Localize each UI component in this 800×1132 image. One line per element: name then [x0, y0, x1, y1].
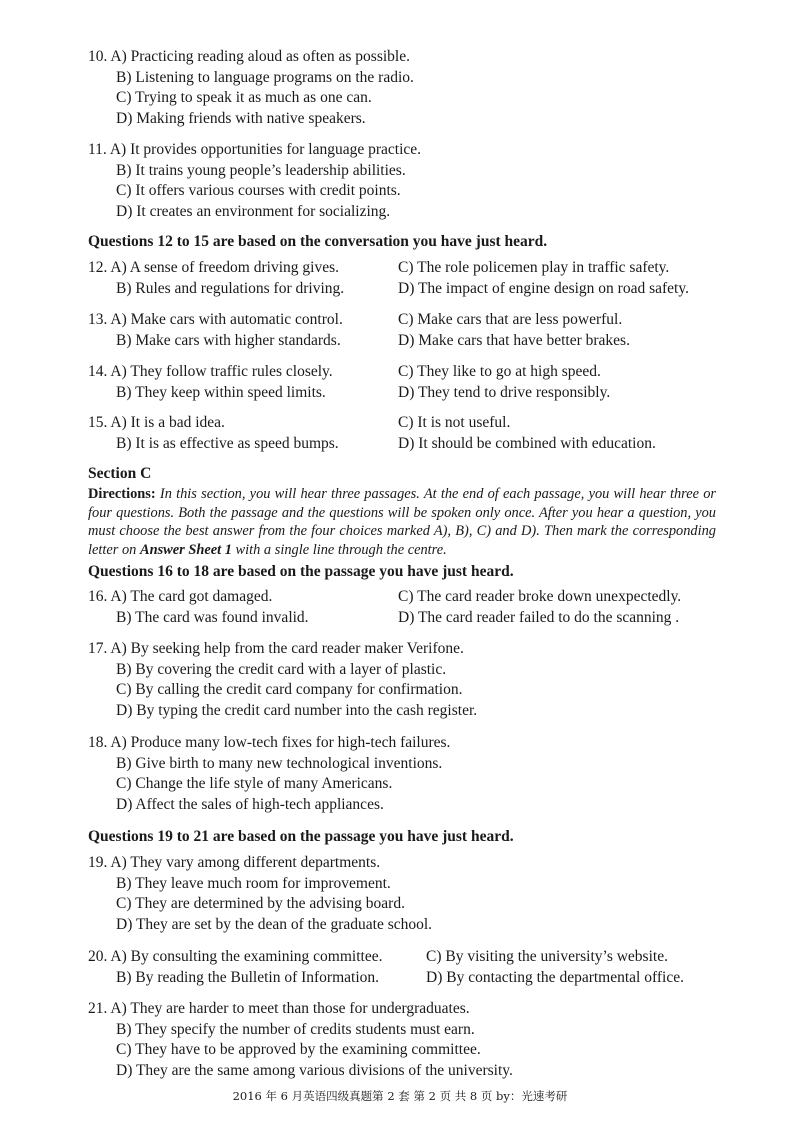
option-b: B) Rules and regulations for driving.	[116, 279, 345, 297]
option-a: A) Make cars with automatic control.	[110, 311, 343, 328]
option-c: C) It offers various courses with credit points.	[116, 182, 401, 199]
option-a: A) They vary among different departments.	[110, 854, 381, 871]
option-d: D) By contacting the departmental office.	[426, 968, 684, 986]
question-number: 20.	[88, 948, 108, 965]
option-a: A) They follow traffic rules closely.	[110, 363, 333, 380]
option-c: C) They have to be approved by the examining committee.	[116, 1041, 481, 1058]
option-b: B) By reading the Bulletin of Information.	[116, 968, 380, 986]
directions-label: Directions:	[88, 486, 156, 502]
option-a: A) By seeking help from the card reader maker Verifone.	[110, 640, 464, 657]
option-c: C) By calling the credit card company for confirmation.	[116, 681, 463, 698]
option-c: C) They like to go at high speed.	[398, 363, 601, 380]
option-b: B) Make cars with higher standards.	[116, 331, 341, 349]
option-d: D) It creates an environment for socializing.	[116, 202, 391, 220]
answer-sheet-label: Answer Sheet 1	[139, 541, 232, 558]
heading-questions-19-21: Questions 19 to 21 are based on the passage you have just heard.	[88, 828, 514, 845]
option-a: A) They are harder to meet than those for undergraduates.	[110, 1000, 470, 1017]
option-a: A) A sense of freedom driving gives.	[110, 259, 339, 276]
option-d: D) They tend to drive responsibly.	[398, 383, 611, 401]
option-a: A) The card got damaged.	[110, 588, 273, 605]
option-b: B) It is as effective as speed bumps.	[116, 434, 339, 452]
page-footer: 2016 年 6 月英语四级真题第 2 套 第 2 页 共 8 页 by：光速考研	[232, 1089, 568, 1103]
option-a: A) Practicing reading aloud as often as possible.	[110, 48, 410, 65]
question-number: 10.	[88, 48, 108, 65]
question-number: 14.	[88, 363, 108, 380]
option-b: B) They keep within speed limits.	[116, 383, 326, 401]
question-number: 17.	[88, 640, 108, 657]
option-b: B) It trains young people’s leadership abilities.	[116, 161, 406, 179]
option-b: B) Give birth to many new technological inventions.	[116, 754, 443, 772]
option-d: D) The card reader failed to do the scanning .	[398, 608, 680, 626]
option-c: C) Change the life style of many Americans.	[116, 775, 393, 792]
question-number: 11.	[88, 141, 107, 158]
question-number: 13.	[88, 311, 108, 328]
heading-questions-12-15: Questions 12 to 15 are based on the conversation you have just heard.	[88, 233, 548, 250]
question-number: 18.	[88, 734, 108, 751]
option-c: C) By visiting the university’s website.	[426, 948, 668, 965]
option-c: C) The role policemen play in traffic safety.	[398, 259, 670, 276]
option-a: A) Produce many low-tech fixes for high-tech failures.	[110, 734, 451, 751]
question-number: 12.	[88, 259, 108, 276]
section-c-title: Section C	[88, 465, 152, 482]
option-a: A) By consulting the examining committee.	[110, 948, 383, 965]
option-d: D) Making friends with native speakers.	[116, 109, 366, 127]
directions-text-end: with a single line through the centre.	[235, 541, 447, 558]
option-b: B) By covering the credit card with a layer of plastic.	[116, 660, 447, 678]
option-a: A) It provides opportunities for language practice.	[109, 141, 422, 158]
option-d: D) Affect the sales of high-tech appliances.	[116, 795, 384, 813]
question-number: 16.	[88, 588, 108, 605]
option-b: B) Listening to language programs on the radio.	[116, 68, 414, 86]
question-number: 15.	[88, 414, 108, 431]
option-c: C) They are determined by the advising board.	[116, 895, 405, 912]
option-d: D) Make cars that have better brakes.	[398, 331, 630, 349]
section-c-directions	[88, 485, 716, 559]
heading-questions-16-18: Questions 16 to 18 are based on the passage you have just heard.	[88, 563, 514, 580]
option-c: C) The card reader broke down unexpectedly.	[398, 588, 682, 605]
option-b: B) The card was found invalid.	[116, 608, 309, 626]
option-c: C) It is not useful.	[398, 414, 511, 431]
question-number: 19.	[88, 854, 108, 871]
option-c: C) Make cars that are less powerful.	[398, 311, 623, 328]
option-b: B) They leave much room for improvement.	[116, 874, 391, 892]
directions-text: In this section, you will hear three passages. At the end of each passage, you will hear three or four questions. Both the passage and the questions will be spoken only once. After you hear a question, you must choose the best answer from the four choices marked A), B), C) and D). Then mark the corresponding letter on	[88, 486, 716, 558]
option-c: C) Trying to speak it as much as one can.	[116, 89, 372, 106]
option-d: D) It should be combined with education.	[398, 434, 656, 452]
option-d: D) The impact of engine design on road safety.	[398, 279, 689, 297]
option-b: B) They specify the number of credits students must earn.	[116, 1020, 475, 1038]
option-d: D) By typing the credit card number into the cash register.	[116, 701, 478, 719]
option-a: A) It is a bad idea.	[110, 414, 225, 431]
option-d: D) They are set by the dean of the graduate school.	[116, 915, 433, 933]
question-number: 21.	[88, 1000, 108, 1017]
option-d: D) They are the same among various divisions of the university.	[116, 1061, 513, 1079]
